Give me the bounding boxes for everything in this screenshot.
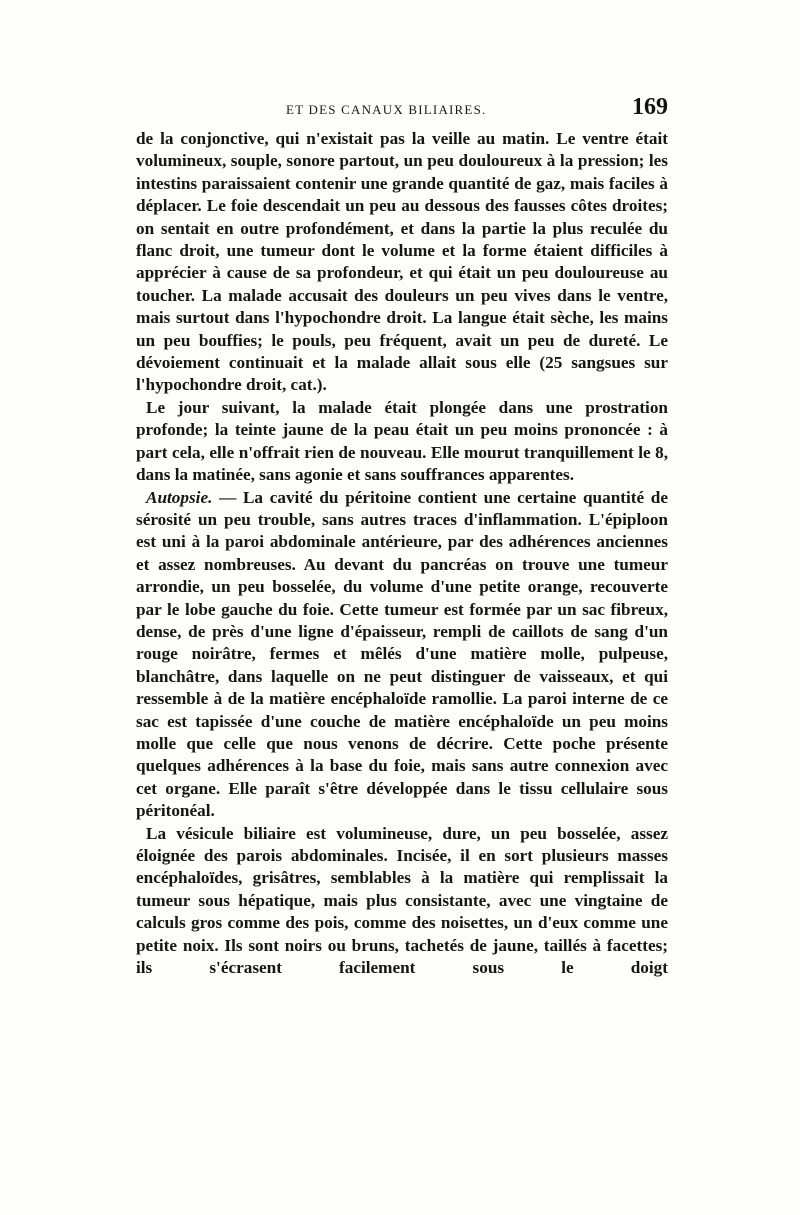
paragraph-text: La vésicule biliaire est volumineuse, dure, un peu bosselée, assez éloignée des parois abdominales. Incisée, il en sort plusieurs masses encéphaloïdes, grisâtres, semblables à la matière qui remplissait la tumeur sous hépatique, mais plus consistante, avec une vingtaine de calculs gros comme des pois, comme des noisettes, un d'eux comme une petite noix. Ils sont noirs ou bruns, tachetés de jaune, taillés à facettes; ils s'écrasent facilement sous le doigt (136, 823, 668, 978)
paragraph-text: — La cavité du péritoine contient une certaine quantité de sérosité un peu trouble, sans autres traces d'inflammation. L'épiploon est uni à la paroi abdominale antérieure, par des adhérences anciennes et assez nombreuses. Au devant du pancréas on trouve une tumeur arrondie, un peu bosselée, du volume d'une petite orange, recouverte par le lobe gauche du foie. Cette tumeur est formée par un sac fibreux, dense, de près d'une ligne d'épaisseur, rempli de caillots de sang d'un rouge noirâtre, fermes et mêlés d'une matière molle, pulpeuse, blanchâtre, dans laquelle on ne peut distinguer de vaisseaux, et qui ressemble à de la matière encéphaloïde ramollie. La paroi interne de ce sac est tapissée d'une couche de matière encéphaloïde un peu moins molle que celle que nous venons de décrire. Cette poche présente quelques adhérences à la base du foie, mais sans autre connexion avec cet organe. Elle paraît s'être développée dans le tissu cellulaire sous péritonéal. (136, 487, 668, 821)
paragraph-text: de la conjonctive, qui n'existait pas la veille au matin. Le ventre était volumineux, souple, sonore partout, un peu douloureux à la pression; les intestins paraissaient contenir une grande quantité de gaz, mais faciles à déplacer. Le foie descendait un peu au dessous des fausses côtes droites; on sentait en outre profondément, et dans la partie la plus reculée du flanc droit, une tumeur dont le volume et la forme étaient difficiles à apprécier à cause de sa profondeur, et qui était un peu douloureuse au toucher. La malade accusait des douleurs un peu vives dans le ventre, mais surtout dans l'hypochondre droit. La langue était sèche, les mains un peu bouffies; le pouls, peu fréquent, avait un peu de dureté. Le dévoiement continuait et la malade allait sous elle (25 sangsues sur l'hypochondre droit, cat.). (136, 129, 668, 395)
page-header (136, 96, 668, 126)
running-title: ET DES CANAUX BILIAIRES. (286, 102, 487, 117)
body-text (136, 128, 668, 979)
autopsy-label: Autopsie. (146, 487, 213, 507)
paragraph-death (136, 397, 668, 487)
paragraph-clinical-observation (136, 128, 668, 397)
paragraph-autopsy (136, 487, 668, 823)
paragraph-gallbladder (136, 823, 668, 980)
paragraph-text: Le jour suivant, la malade était plongée dans une prostration profonde; la teinte jaune de la peau était un peu moins prononcée : à part cela, elle n'offrait rien de nouveau. Elle mourut tranquillement le 8, dans la matinée, sans agonie et sans souffrances apparentes. (136, 397, 668, 485)
page-number: 169 (632, 94, 668, 120)
